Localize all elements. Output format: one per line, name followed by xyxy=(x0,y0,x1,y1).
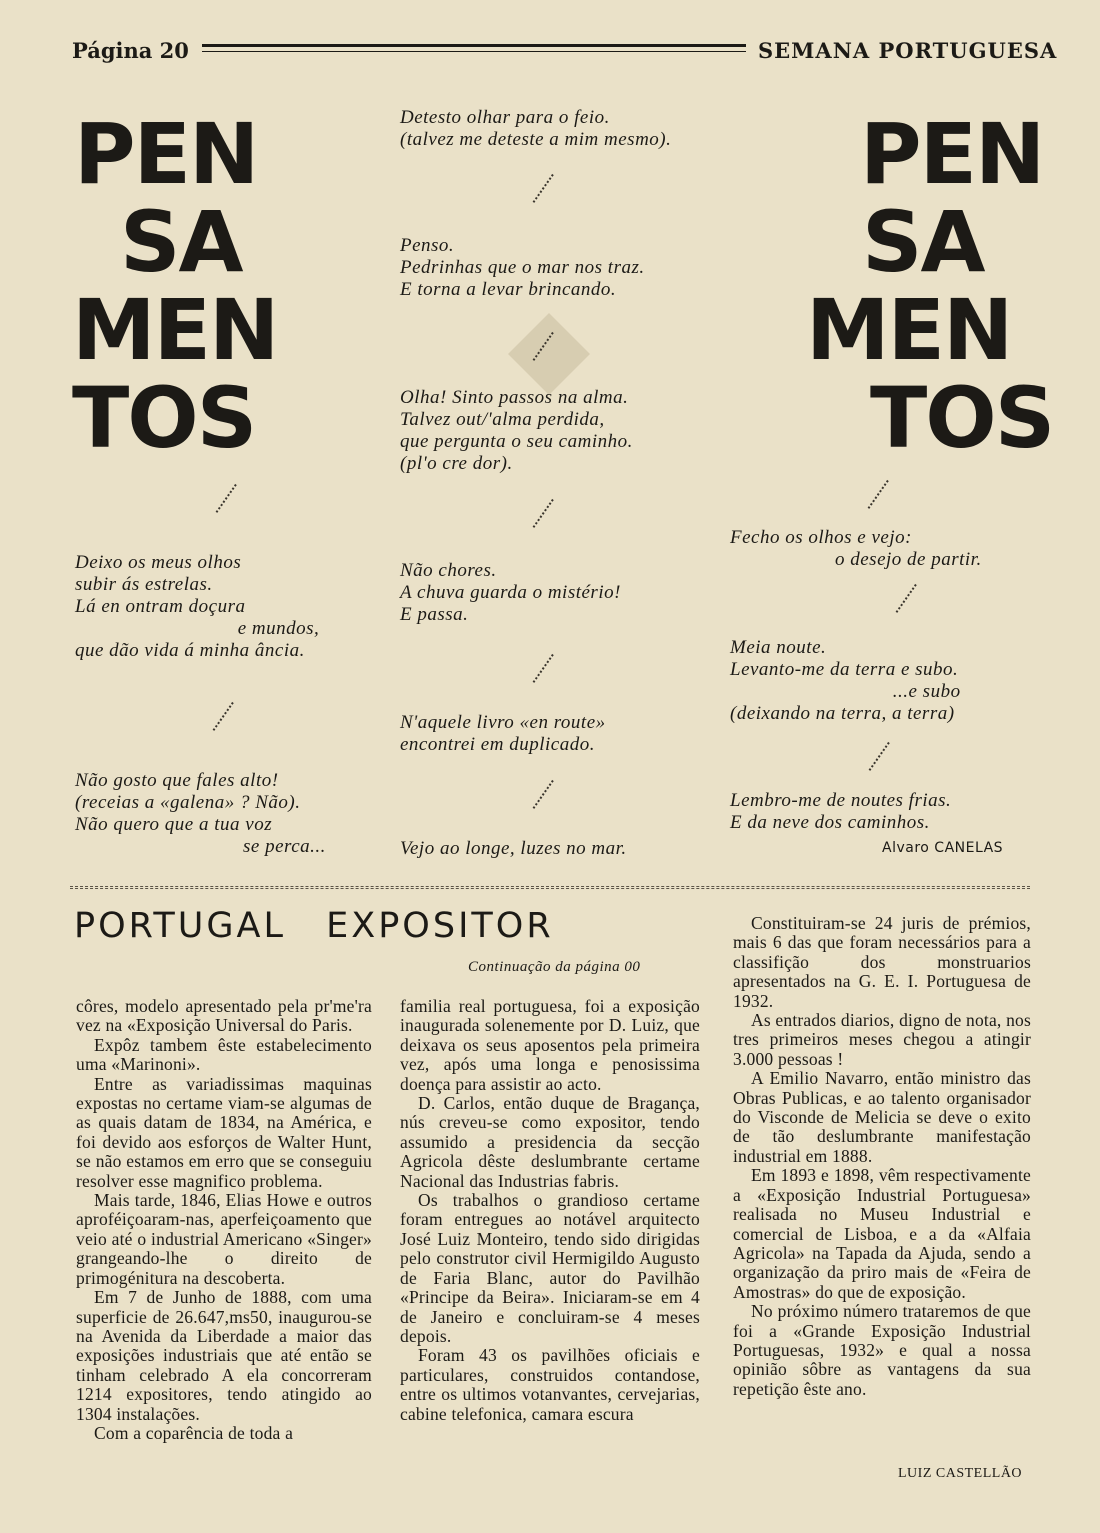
paragraph: No próximo número trataremos de que foi a «Grande Exposição Industrial Portuguesas, 1932» e qual a nossa opinião sôbre as vantagens da sua repetição êste ano. xyxy=(733,1301,1031,1399)
pensamentos-title-right xyxy=(806,105,1054,467)
title-line: SA xyxy=(862,193,984,291)
article-column-2 xyxy=(400,997,700,1424)
dotted-divider xyxy=(533,174,556,204)
poem-stanza: Vejo ao longe, luzes no mar. xyxy=(400,838,627,859)
magazine-title: SEMANA PORTUGUESA xyxy=(758,38,1058,63)
title-line: PEN xyxy=(860,105,1044,203)
paragraph: As entrados diarios, digno de nota, nos tres primeiros meses chegou a atingir 3.000 pessoas ! xyxy=(733,1010,1031,1069)
dotted-divider xyxy=(869,742,892,772)
paragraph: Em 1893 e 1898, vêm respectivamente a «Exposição Industrial Portuguesa» realisada no Museu Industrial e comercial de Lisboa, e a da «Alfaia Agricola» na Tapada da Ajuda, sendo a organização da priro mais de «Feira de Amostras» do que de exposição. xyxy=(733,1165,1031,1302)
dotted-divider xyxy=(533,780,556,810)
poem-stanza: Não chores. A chuva guarda o mistério! E passa. xyxy=(400,560,621,625)
paragraph: Com a coparência de toda a xyxy=(94,1422,294,1443)
poem-stanza: Penso. Pedrinhas que o mar nos traz. E torna a levar brincando. xyxy=(400,235,645,300)
paragraph: A Emilio Navarro, então ministro das Obras Publicas, e ao talento organisador do Visconde de Melicia se deve o exito de tão deslumbrante manifestação industrial em 1888. xyxy=(733,1068,1031,1166)
paragraph: côres, modelo apresentado pela pr'me'ra vez na «Exposição Universal do Paris. xyxy=(76,996,372,1036)
page-number: Página 20 xyxy=(72,38,189,63)
poem-stanza: Lembro-me de noutes frias. E da neve dos caminhos. xyxy=(730,790,952,833)
poem-stanza: Detesto olhar para o feio. (talvez me deteste a mim mesmo). xyxy=(400,107,672,150)
poem-stanza: Meia noute. Levanto-me da terra e subo. ...e subo (deixando na terra, a terra) xyxy=(730,637,961,724)
paragraph: Entre as variadissimas maquinas expostas no certame viam-se algumas de as quais datam de 1834, na América, e foi devido aos esforços de Walter Hunt, se não estamos em erro que se conseguiu resolver esse magnifico problema. xyxy=(76,1073,372,1191)
dotted-divider xyxy=(216,484,239,514)
article-column-1 xyxy=(76,997,372,1443)
poem-stanza: Não gosto que fales alto! (receias a «galena» ? Não). Não quero que a tua voz se perca... xyxy=(75,770,326,857)
dotted-divider xyxy=(213,702,236,732)
paragraph: familia real portuguesa, foi a exposição inaugurada solenemente por D. Luiz, que deixava os seus aposentos pela primeira vez, após uma longa e penosissima doença para assistir ao acto. xyxy=(400,996,700,1094)
article-signature: LUIZ CASTELLÃO xyxy=(898,1466,1023,1481)
poem-stanza: Olha! Sinto passos na alma. Talvez out/'alma perdida, que pergunta o seu caminho. (pl'o cre dor). xyxy=(400,387,633,474)
header-rule xyxy=(202,44,746,52)
dotted-divider xyxy=(868,480,891,510)
paragraph: Em 7 de Junho de 1888, com uma superficie de 26.647,ms50, inaugurou-se na Avenida da Liberdade a maior das exposições industriais que até então se tinham celebrado A ela concorreram 1214 expositores, tendo atingido ao 1304 instalações. xyxy=(76,1287,372,1424)
title-line: TOS xyxy=(72,369,256,467)
paragraph: Constituiram-se 24 juris de prémios, mais 6 das que foram necessários para a classifição dos monstruarios apresentados na G. E. I. Portuguesa de 1932. xyxy=(733,913,1031,1011)
dotted-divider xyxy=(533,654,556,684)
poem-stanza: Fecho os olhos e vejo: o desejo de partir. xyxy=(730,527,982,570)
paragraph: Expôz tambem êste estabelecimento uma «Marinoni». xyxy=(76,1034,372,1075)
paragraph: Os trabalhos o grandioso certame foram entregues ao notável arquitecto José Luiz Monteiro, tendo sido dirigidas pelo construtor civil Hermigildo Augusto de Faria Blanc, autor do Pavilhão «Principe da Beira». Iniciaram-se em 4 de Janeiro e concluiram-se 4 meses depois. xyxy=(400,1190,700,1346)
paragraph: Foram 43 os pavilhões oficiais e particulares, construidos contandose, entre os ultimos votanvantes, cervejarias, cabine telefonica, camara escura xyxy=(400,1345,700,1424)
paragraph: D. Carlos, então duque de Bragança, nús creveu-se como expositor, tendo assumido a presidencia da secção Agricola dêste deslumbrante certame Nacional das Industrias fabris. xyxy=(400,1093,700,1191)
continuation-note: Continuação da página 00 xyxy=(468,959,641,975)
dotted-divider xyxy=(896,584,919,614)
title-line: TOS xyxy=(870,369,1054,467)
article-title: PORTUGAL EXPOSITOR xyxy=(74,906,554,946)
poem-stanza: Deixo os meus olhos subir ás estrelas. Lá en ontram doçura e mundos, que dão vida á minha ância. xyxy=(75,552,320,661)
article-column-3 xyxy=(733,914,1031,1399)
paragraph: Mais tarde, 1846, Elias Howe e outros aproféiçoaram-nas, aperfeiçoamento que veio até o industrial Americano «Singer» grangeando-lhe o direito de primogénitura na descoberta. xyxy=(76,1190,372,1288)
title-line: PEN xyxy=(74,105,258,203)
poem-author: Alvaro CANELAS xyxy=(882,840,1004,856)
title-line: MEN xyxy=(72,281,278,379)
title-line: SA xyxy=(120,193,242,291)
section-separator xyxy=(70,886,1030,889)
dotted-divider xyxy=(533,499,556,529)
title-line: MEN xyxy=(806,281,1012,379)
poem-stanza: N'aquele livro «en route» encontrei em duplicado. xyxy=(400,712,606,755)
pensamentos-title-left xyxy=(72,105,278,467)
decorative-diamond xyxy=(508,313,590,395)
